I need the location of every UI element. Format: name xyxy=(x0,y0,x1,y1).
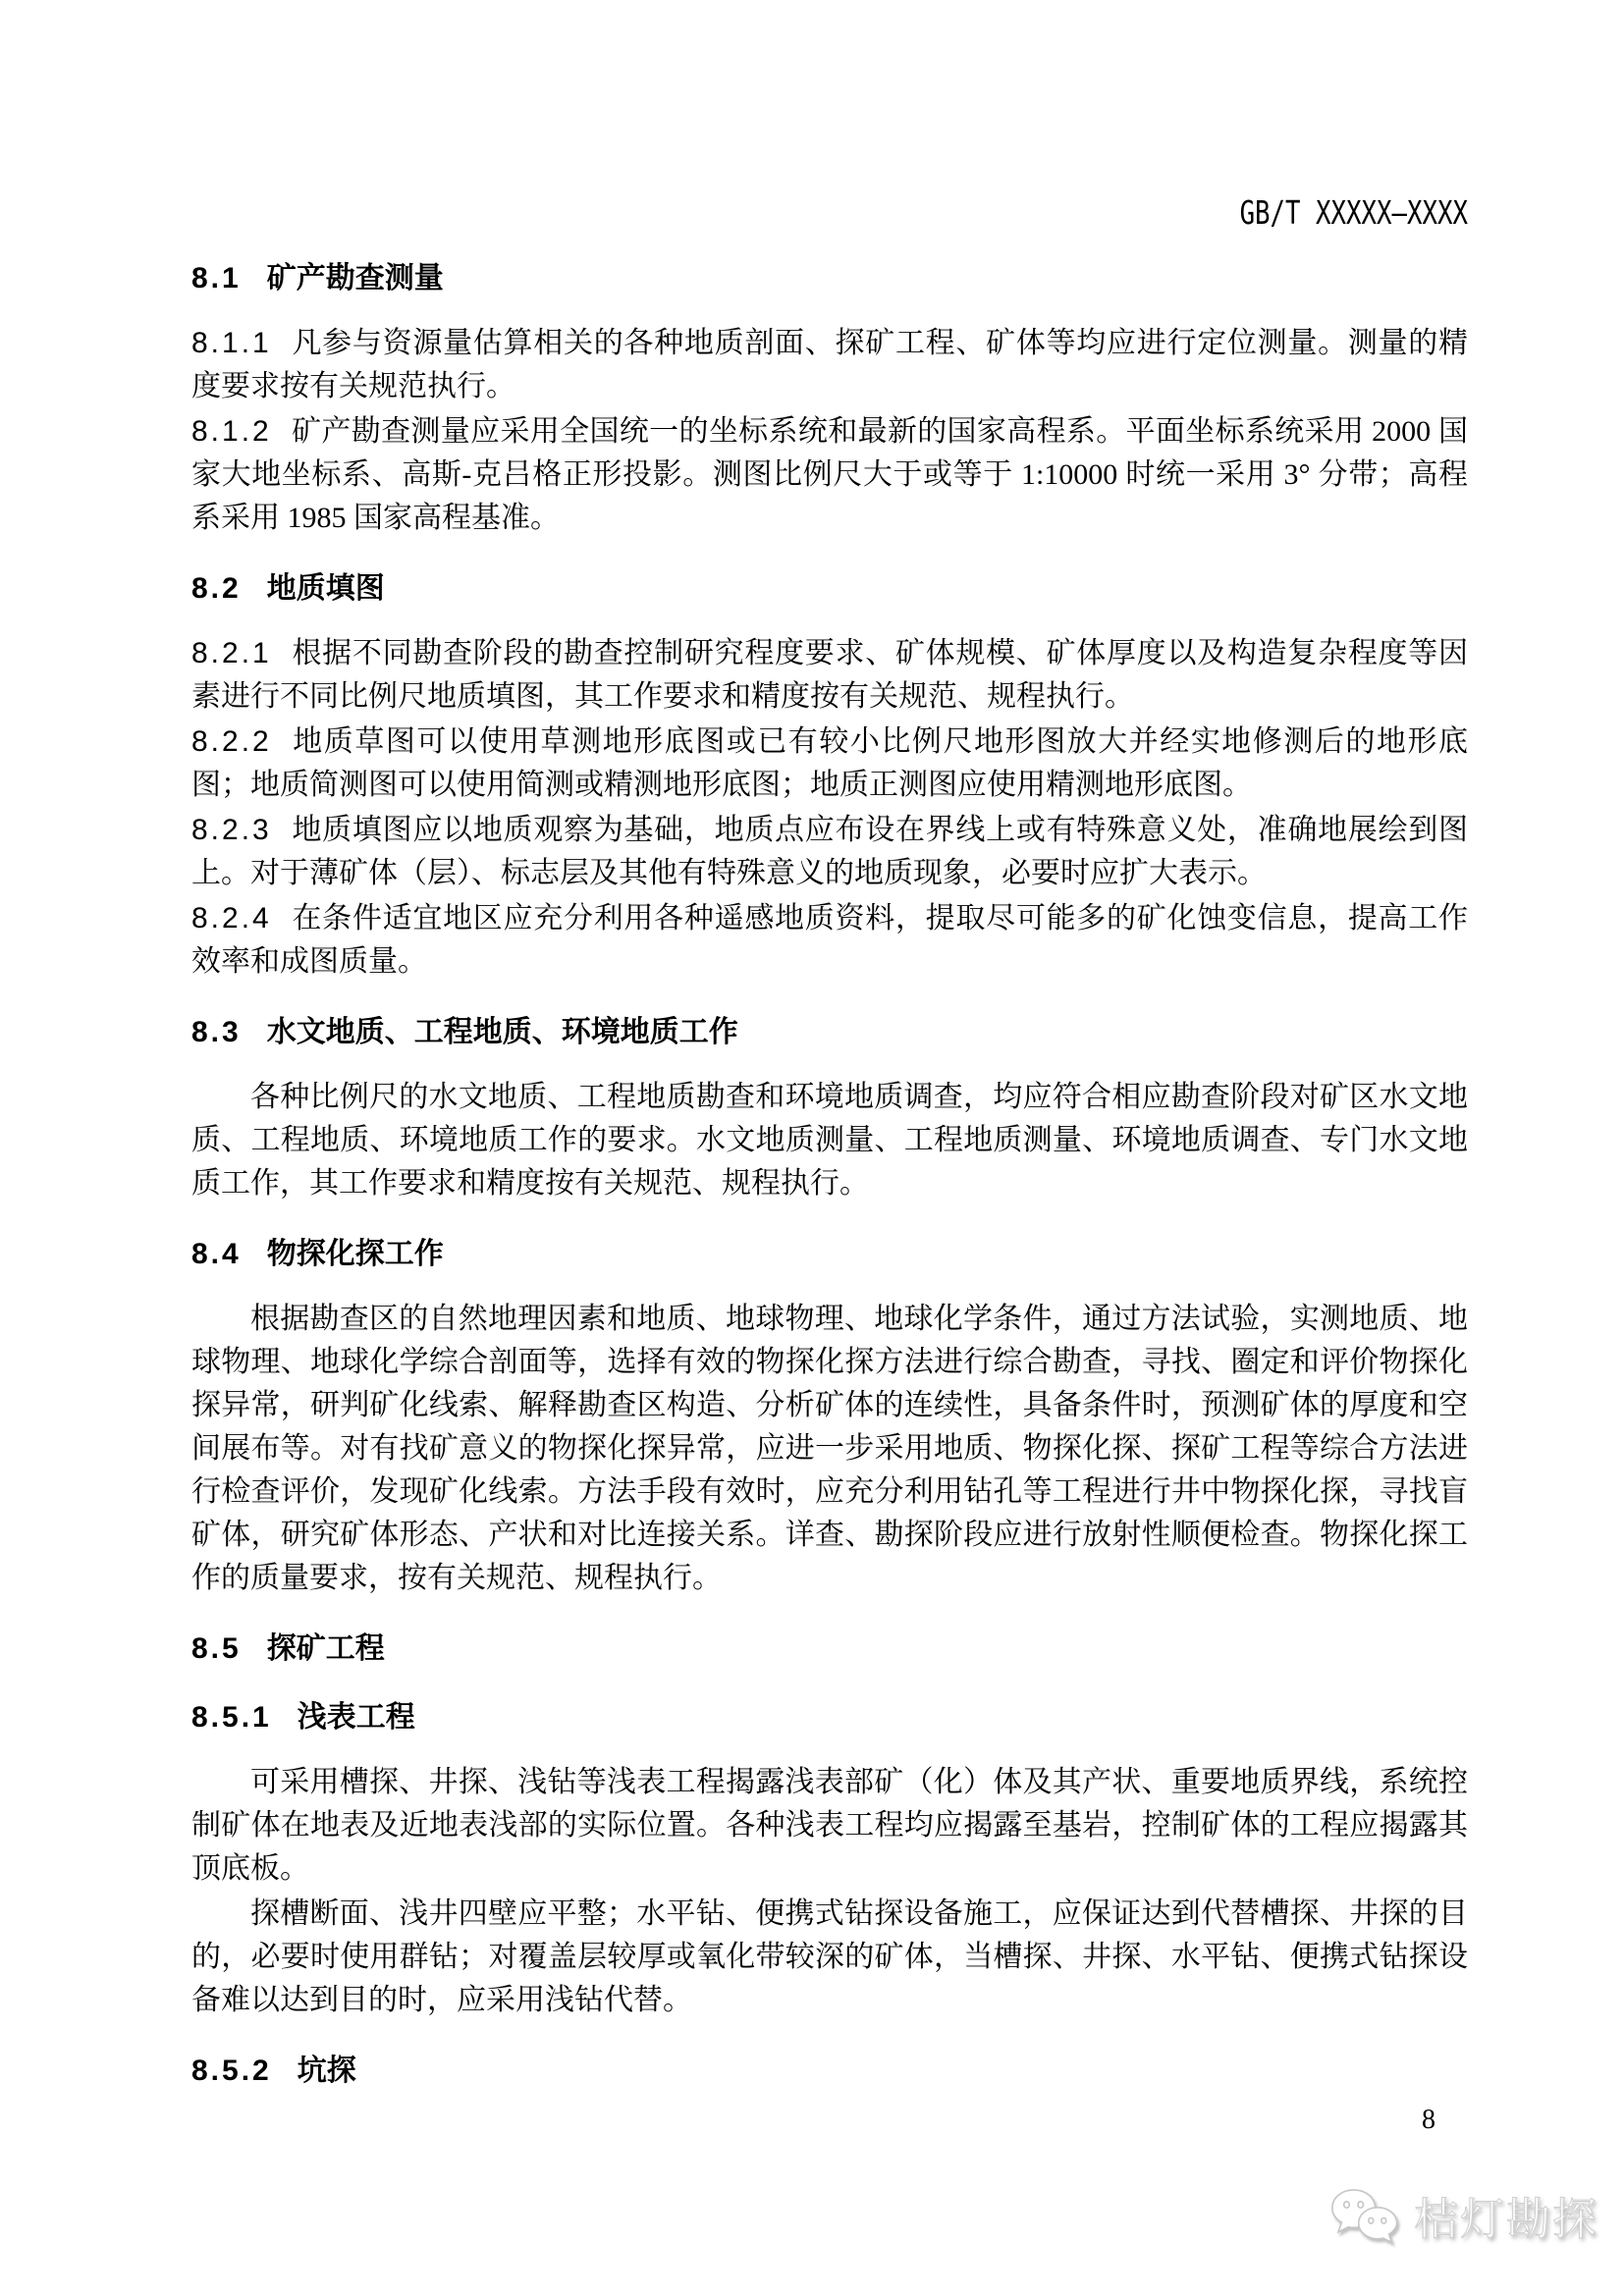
clause-8.1.1 xyxy=(191,322,1468,408)
section-heading-8.5 xyxy=(191,1629,1468,1669)
document-content xyxy=(191,193,1468,2114)
section-heading-8.3 xyxy=(191,1013,1468,1052)
heading-number: 8.5.2 xyxy=(191,2055,272,2087)
sections xyxy=(191,259,1468,2091)
section-heading-8.5.2 xyxy=(191,2052,1468,2091)
section-heading-8.1 xyxy=(191,259,1468,298)
section-heading-8.2 xyxy=(191,569,1468,609)
wechat-icon xyxy=(1327,2185,1404,2254)
clause-number: 8.2.3 xyxy=(191,814,272,846)
clause-number: 8.1.2 xyxy=(191,415,272,448)
clause-8.2.1 xyxy=(191,632,1468,719)
clause-number: 8.2.2 xyxy=(191,725,272,758)
clause-text: 在条件适宜地区应充分利用各种遥感地质资料，提取尽可能多的矿化蚀变信息，提高工作效率和成图质量。 xyxy=(191,902,1468,978)
heading-title: 矿产勘查测量 xyxy=(266,262,444,294)
heading-title: 地质填图 xyxy=(266,572,385,605)
standard-number-text: GB/T XXXXX—XXXX xyxy=(1239,193,1468,232)
body-paragraph: 各种比例尺的水文地质、工程地质勘查和环境地质调查，均应符合相应勘查阶段对矿区水文地质、工程地质、环境地质工作的要求。水文地质测量、工程地质测量、环境地质调查、专门水文地质工作，其工作要求和精度按有关规范、规程执行。 xyxy=(191,1081,1468,1200)
heading-number: 8.5.1 xyxy=(191,1701,272,1734)
body-paragraph: 探槽断面、浅井四壁应平整；水平钻、便携式钻探设备施工，应保证达到代替槽探、井探的目的，必要时使用群钻；对覆盖层较厚或氧化带较深的矿体，当槽探、井探、水平钻、便携式钻探设备难以达到目的时，应采用浅钻代替。 xyxy=(191,1897,1468,2016)
clause-8.2.4 xyxy=(191,897,1468,984)
watermark xyxy=(1327,2185,1598,2254)
section-heading-8.5.1 xyxy=(191,1698,1468,1737)
heading-number: 8.5 xyxy=(191,1632,242,1665)
watermark-text: 桔灯勘探 xyxy=(1414,2194,1599,2244)
body-paragraph: 可采用槽探、井探、浅钻等浅表工程揭露浅表部矿（化）体及其产状、重要地质界线，系统控制矿体在地表及近地表浅部的实际位置。各种浅表工程均应揭露至基岩，控制矿体的工程应揭露其顶底板。 xyxy=(191,1766,1468,1885)
heading-title: 物探化探工作 xyxy=(266,1238,444,1270)
heading-number: 8.1 xyxy=(191,262,242,294)
clause-text: 地质填图应以地质观察为基础，地质点应布设在界线上或有特殊意义处，准确地展绘到图上。对于薄矿体（层）、标志层及其他有特殊意义的地质现象，必要时应扩大表示。 xyxy=(191,814,1468,889)
heading-number: 8.4 xyxy=(191,1238,242,1270)
clause-text: 根据不同勘查阶段的勘查控制研究程度要求、矿体规模、矿体厚度以及构造复杂程度等因素进行不同比例尺地质填图，其工作要求和精度按有关规范、规程执行。 xyxy=(191,637,1468,713)
heading-number: 8.3 xyxy=(191,1016,242,1048)
clause-text: 矿产勘查测量应采用全国统一的坐标系统和最新的国家高程系。平面坐标系统采用 2000 国家大地坐标系、高斯-克吕格正形投影。测图比例尺大于或等于 1:10000 时统一采用 3° 分带；高程系采用 1985 国家高程基准。 xyxy=(191,415,1468,534)
page-number: 8 xyxy=(1422,2105,1435,2135)
clause-8.2.2 xyxy=(191,721,1468,807)
body-paragraph: 根据勘查区的自然地理因素和地质、地球物理、地球化学条件，通过方法试验，实测地质、地球物理、地球化学综合剖面等，选择有效的物探化探方法进行综合勘查，寻找、圈定和评价物探化探异常，研判矿化线索、解释勘查区构造、分析矿体的连续性，具备条件时，预测矿体的厚度和空间展布等。对有找矿意义的物探化探异常，应进一步采用地质、物探化探、探矿工程等综合方法进行检查评价，发现矿化线索。方法手段有效时，应充分利用钻孔等工程进行井中物探化探，寻找盲矿体，研究矿体形态、产状和对比连接关系。详查、勘探阶段应进行放射性顺便检查。物探化探工作的质量要求，按有关规范、规程执行。 xyxy=(191,1303,1468,1594)
clause-number: 8.2.1 xyxy=(191,637,272,669)
heading-title: 浅表工程 xyxy=(297,1701,415,1734)
heading-title: 探矿工程 xyxy=(266,1632,385,1665)
section-heading-8.4 xyxy=(191,1235,1468,1274)
clause-8.2.3 xyxy=(191,809,1468,895)
heading-title: 水文地质、工程地质、环境地质工作 xyxy=(266,1016,738,1048)
clause-text: 地质草图可以使用草测地形底图或已有较小比例尺地形图放大并经实地修测后的地形底图；地质简测图可以使用简测或精测地形底图；地质正测图应使用精测地形底图。 xyxy=(191,725,1468,801)
clause-8.1.2 xyxy=(191,410,1468,540)
clause-number: 8.2.4 xyxy=(191,902,272,934)
clause-number: 8.1.1 xyxy=(191,327,272,359)
heading-title: 坑探 xyxy=(297,2055,356,2087)
standard-number-header xyxy=(191,193,1468,232)
heading-number: 8.2 xyxy=(191,572,242,605)
clause-text: 凡参与资源量估算相关的各种地质剖面、探矿工程、矿体等均应进行定位测量。测量的精度要求按有关规范执行。 xyxy=(191,327,1468,402)
